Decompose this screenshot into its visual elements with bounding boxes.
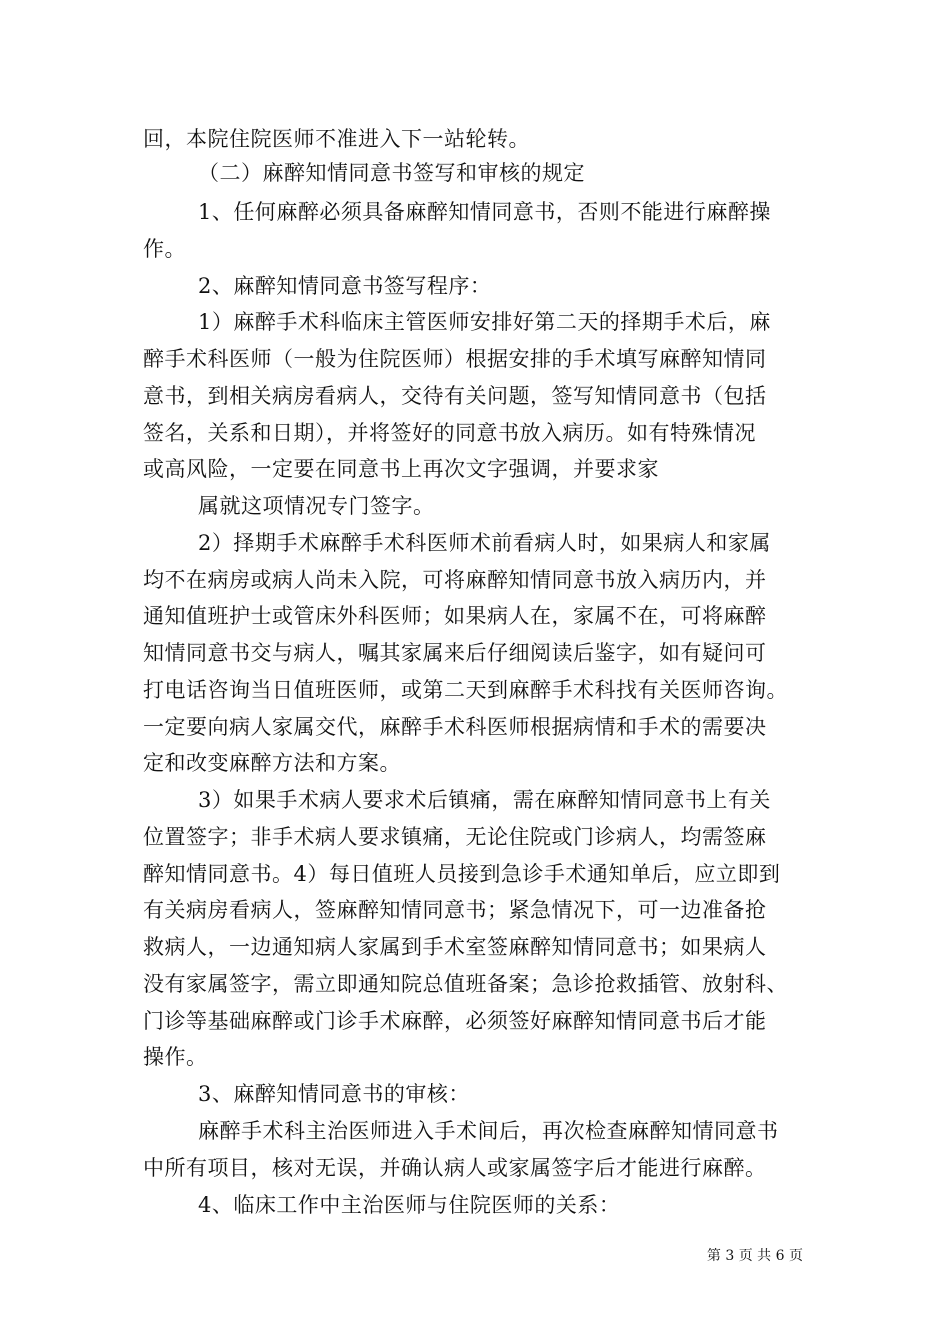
text-line: 通知值班护士或管床外科医师；如果病人在，家属不在，可将麻醉 bbox=[143, 604, 767, 628]
text-line: 知情同意书交与病人，嘱其家属来后仔细阅读后鉴字，如有疑问可 bbox=[143, 641, 767, 665]
text-line: 回，本院住院医师不准进入下一站轮转。 bbox=[143, 127, 530, 151]
text-line: 1、任何麻醉必须具备麻醉知情同意书，否则不能进行麻醉操 bbox=[198, 200, 771, 224]
text-line: 意书，到相关病房看病人，交待有关问题，签写知情同意书（包括 bbox=[143, 384, 767, 408]
text-line: 2、麻醉知情同意书签写程序： bbox=[198, 274, 492, 298]
text-line: 一定要向病人家属交代，麻醉手术科医师根据病情和手术的需要决 bbox=[143, 715, 767, 739]
text-line: 醉手术科医师（一般为住院医师）根据安排的手术填写麻醉知情同 bbox=[143, 347, 767, 371]
text-line: 有关病房看病人，签麻醉知情同意书；紧急情况下，可一边准备抢 bbox=[143, 898, 767, 922]
text-line: 属就这项情况专门签字。 bbox=[198, 494, 435, 518]
text-line: 3、麻醉知情同意书的审核： bbox=[198, 1082, 470, 1106]
text-line: 中所有项目，核对无误，并确认病人或家属签字后才能进行麻醉。 bbox=[143, 1156, 767, 1180]
text-line: 救病人，一边通知病人家属到手术室签麻醉知情同意书；如果病人 bbox=[143, 935, 767, 959]
page-number: 第 3 页 共 6 页 bbox=[706, 1248, 803, 1264]
text-line: 均不在病房或病人尚未入院，可将麻醉知情同意书放入病历内，并 bbox=[143, 568, 767, 592]
text-line: 位置签字；非手术病人要求镇痛，无论住院或门诊病人，均需签麻 bbox=[143, 825, 767, 849]
text-line: 4、临床工作中主治医师与住院医师的关系： bbox=[198, 1193, 621, 1217]
text-line: 门诊等基础麻醉或门诊手术麻醉，必须签好麻醉知情同意书后才能 bbox=[143, 1009, 767, 1033]
text-line: 操作。 bbox=[143, 1045, 208, 1069]
text-line: 没有家属签字，需立即通知院总值班备案；急诊抢救插管、放射科、 bbox=[143, 972, 788, 996]
text-line: 打电话咨询当日值班医师，或第二天到麻醉手术科找有关医师咨询。 bbox=[143, 678, 788, 702]
text-line: 签名，关系和日期），并将签好的同意书放入病历。如有特殊情况 bbox=[143, 421, 756, 445]
text-line: 3）如果手术病人要求术后镇痛，需在麻醉知情同意书上有关 bbox=[198, 788, 771, 812]
text-line: 1）麻醉手术科临床主管医师安排好第二天的择期手术后，麻 bbox=[198, 310, 771, 334]
text-line: 麻醉手术科主治医师进入手术间后，再次检查麻醉知情同意书 bbox=[198, 1119, 779, 1143]
text-line: 作。 bbox=[143, 237, 186, 261]
text-line: 醉知情同意书。4）每日值班人员接到急诊手术通知单后，应立即到 bbox=[143, 862, 781, 886]
text-line: 定和改变麻醉方法和方案。 bbox=[143, 751, 401, 775]
text-line: 或高风险，一定要在同意书上再次文字强调，并要求家 bbox=[143, 457, 659, 481]
text-line: 2）择期手术麻醉手术科医师术前看病人时，如果病人和家属 bbox=[198, 531, 771, 555]
section-heading: （二）麻醉知情同意书签写和审核的规定 bbox=[198, 161, 585, 185]
